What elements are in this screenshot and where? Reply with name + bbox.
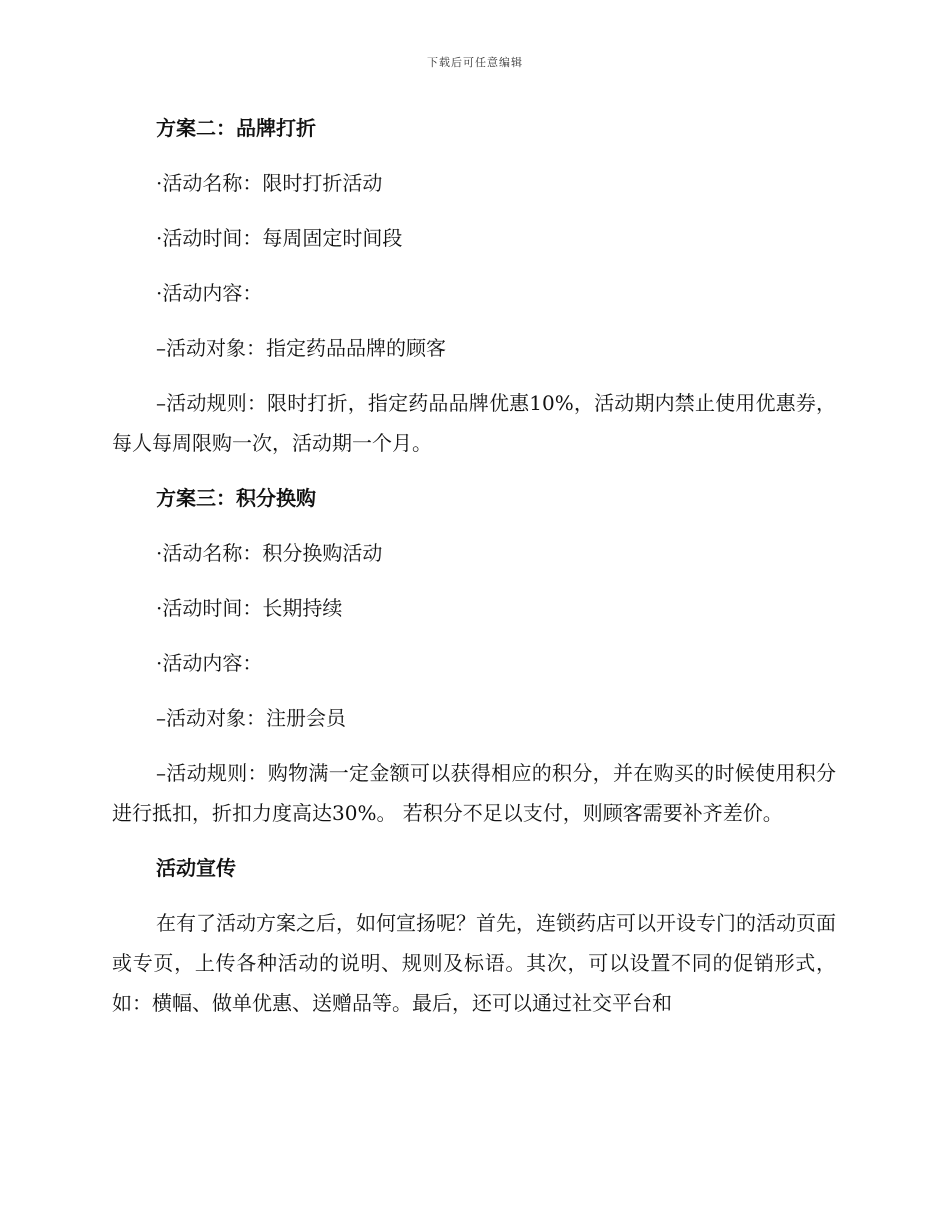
plan3-activity-target: –活动对象：注册会员: [156, 706, 346, 730]
plan3-heading: 方案三：积分换购: [156, 486, 316, 510]
document-body: [112, 108, 836, 1038]
plan2-activity-target: –活动对象：指定药品品牌的顾客: [156, 336, 446, 360]
plan2-heading: 方案二：品牌打折: [156, 116, 316, 140]
plan2-activity-rules: –活动规则：限时打折，指定药品品牌优惠10%，活动期内禁止使用优惠券，每人每周限购一次，活动期一个月。: [112, 391, 836, 455]
plan3-activity-time: ·活动时间：长期持续: [156, 596, 343, 620]
plan3-activity-name: ·活动名称：积分换购活动: [156, 541, 383, 565]
promotion-paragraph: 在有了活动方案之后，如何宣扬呢？首先，连锁药店可以开设专门的活动页面或专页，上传各种活动的说明、规则及标语。其次，可以设置不同的促销形式，如：横幅、做单优惠、送赠品等。最后，还可以通过社交平台和: [112, 911, 836, 1015]
plan2-activity-name: ·活动名称：限时打折活动: [156, 171, 383, 195]
plan2-activity-time: ·活动时间：每周固定时间段: [156, 226, 403, 250]
plan3-activity-content: ·活动内容：: [156, 651, 263, 675]
promotion-heading: 活动宣传: [156, 856, 236, 880]
plan3-activity-rules: –活动规则：购物满一定金额可以获得相应的积分，并在购买的时候使用积分进行抵扣，折扣力度高达30%。 若积分不足以支付，则顾客需要补齐差价。: [112, 761, 836, 825]
page-header: 下载后可任意编辑: [427, 56, 523, 69]
plan2-activity-content: ·活动内容：: [156, 281, 263, 305]
